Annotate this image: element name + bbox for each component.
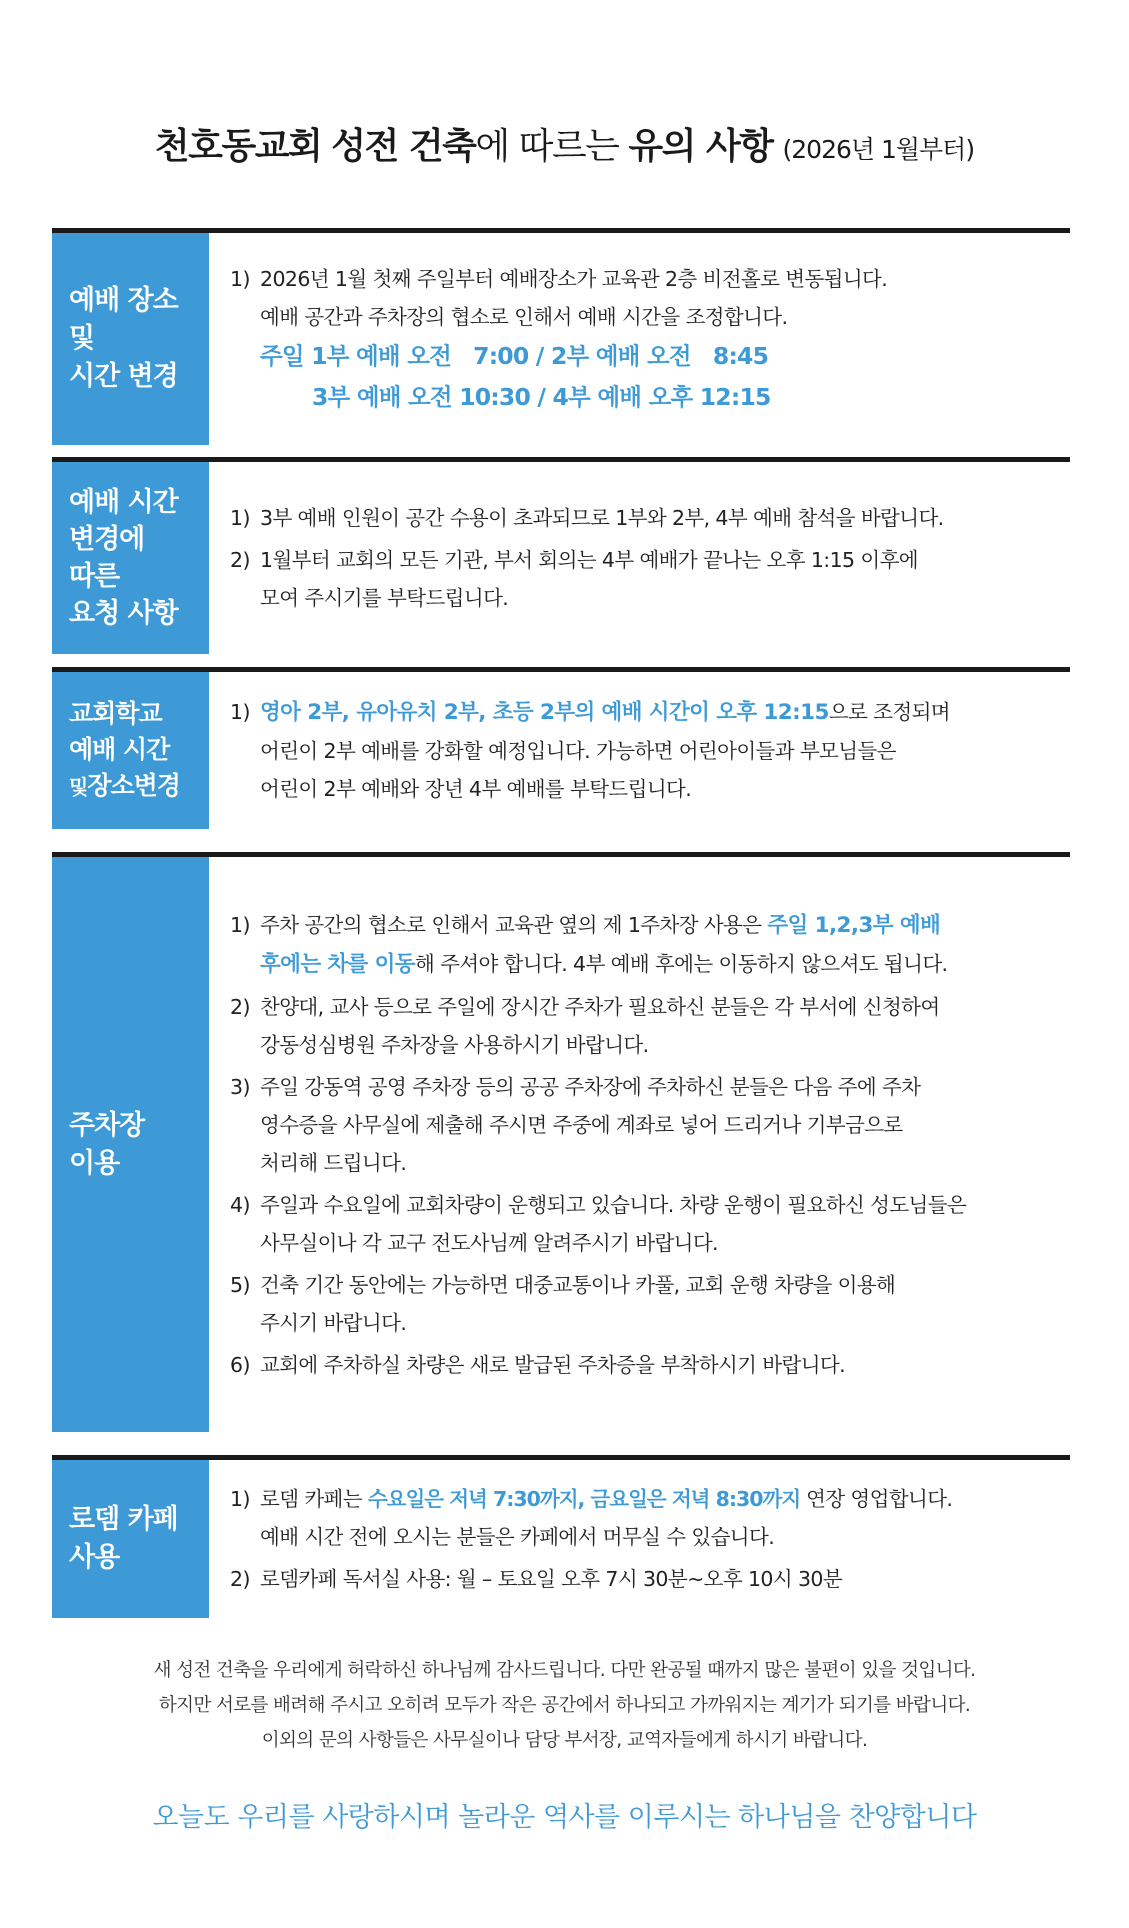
page-title — [0, 118, 1129, 169]
title-mid: 에 따르는 — [475, 126, 619, 167]
item-text — [260, 945, 1070, 984]
item-number: 2) — [230, 1567, 250, 1591]
item-number: 1) — [230, 267, 250, 291]
label-line: 로뎀 카페 — [69, 1504, 178, 1535]
item-number: 2) — [230, 548, 250, 572]
item-text-pre: 주차 공간의 협소로 인해서 교육관 옆의 제 1주차장 사용은 — [260, 912, 768, 937]
list-item — [230, 693, 1070, 808]
label-line: 변경에 — [69, 524, 145, 555]
item-text: 로뎀카페 독서실 사용: 월 – 토요일 오후 7시 30분~오후 10시 30분 — [260, 1567, 843, 1591]
item-number: 3) — [230, 1074, 250, 1099]
footer-line: 하지만 서로를 배려해 주시고 오히려 모두가 작은 공간에서 하나되고 가까워지는 계기가 되기를 바랍니다. — [158, 1695, 971, 1716]
item-number: 6) — [230, 1352, 250, 1377]
item-text-rest: 으로 조정되며 — [828, 700, 950, 724]
title-date: (2026년 1월부터) — [782, 135, 975, 164]
label-line — [69, 768, 209, 805]
service-times-line: 주일 1부 예배 오전 7:00 / 2부 예배 오전 8:45 — [260, 342, 769, 370]
closing-message: 오늘도 우리를 사랑하시며 놀라운 역사를 이루시는 하나님을 찬양합니다 — [152, 1802, 977, 1833]
item-text: 주시기 바랍니다. — [260, 1310, 407, 1335]
item-text: 사무실이나 각 교구 전도사님께 알려주시기 바랍니다. — [260, 1230, 718, 1255]
label-line: 예배 시간 — [69, 735, 170, 764]
label-line: 주차장 — [69, 1109, 145, 1141]
item-number: 1) — [230, 506, 250, 530]
item-text: 2026년 1월 첫째 주일부터 예배장소가 교육관 2층 비전홀로 변동됩니다. — [260, 267, 888, 291]
section-church-school — [52, 667, 1070, 829]
service-times-line: 3부 예배 오전 10:30 / 4부 예배 오후 12:15 — [312, 383, 771, 411]
section-label — [52, 233, 209, 445]
list-item — [230, 499, 1070, 537]
item-text: 교회에 주차하실 차량은 새로 발급된 주차증을 부착하시기 바랍니다. — [260, 1352, 846, 1377]
label-line: 요청 사항 — [69, 598, 178, 629]
section-content — [230, 462, 1070, 654]
section-content — [230, 672, 1070, 829]
item-text: 처리해 드립니다. — [260, 1150, 407, 1175]
title-bold1: 성전 건축 — [331, 126, 476, 167]
item-text: 강동성심병원 주차장을 사용하시기 바랍니다. — [260, 1032, 649, 1057]
item-number: 1) — [230, 912, 250, 937]
item-text — [260, 1480, 1070, 1518]
list-item — [230, 1560, 1070, 1598]
item-text: 주일 강동역 공영 주차장 등의 공공 주차장에 주차하신 분들은 다음 주에 주차 — [260, 1074, 921, 1099]
item-text: 주일과 수요일에 교회차량이 운행되고 있습니다. 차량 운행이 필요하신 성도님들은 — [260, 1192, 967, 1217]
list-item — [230, 1480, 1070, 1556]
item-text: 모여 주시기를 부탁드립니다. — [260, 586, 509, 610]
item-text-rest: 연장 영업합니다. — [800, 1487, 953, 1511]
label-line: 및 — [69, 323, 95, 354]
list-item — [230, 1186, 1070, 1262]
item-text: 건축 기간 동안에는 가능하면 대중교통이나 카풀, 교회 운행 차량을 이용해 — [260, 1272, 896, 1297]
section-content — [230, 1460, 1070, 1618]
section-cafe — [52, 1455, 1070, 1618]
list-item — [230, 906, 1070, 984]
list-item — [230, 541, 1070, 617]
section-label — [52, 1460, 209, 1618]
list-item — [230, 1346, 1070, 1384]
item-number: 1) — [230, 700, 250, 724]
list-item — [230, 260, 1070, 336]
label-line: 시간 변경 — [69, 361, 178, 392]
item-text: 예배 공간과 주차장의 협소로 인해서 예배 시간을 조정합니다. — [260, 305, 788, 329]
item-text: 3부 예배 인원이 공간 수용이 초과되므로 1부와 2부, 4부 예배 참석을 바랍니다. — [260, 506, 944, 530]
item-text — [260, 906, 1070, 945]
list-item — [230, 1068, 1070, 1182]
label-last: 장소변경 — [87, 771, 180, 800]
item-number: 1) — [230, 1487, 250, 1511]
section-request — [52, 457, 1070, 654]
highlight-text: 영아 2부, 유아유치 2부, 초등 2부의 예배 시간이 오후 12:15 — [260, 700, 829, 725]
item-text: 영수증을 사무실에 제출해 주시면 주중에 계좌로 넣어 드리거나 기부금으로 — [260, 1112, 903, 1137]
item-text: 어린이 2부 예배와 장년 4부 예배를 부탁드립니다. — [260, 777, 692, 801]
label-small: 및 — [69, 775, 88, 799]
item-text: 예배 시간 전에 오시는 분들은 카페에서 머무실 수 있습니다. — [260, 1525, 775, 1549]
section-label — [52, 857, 209, 1432]
item-text: 1월부터 교회의 모든 기관, 부서 회의는 4부 예배가 끝나는 오후 1:15 이후에 — [260, 548, 918, 572]
item-text: 찬양대, 교사 등으로 주일에 장시간 주차가 필요하신 분들은 각 부서에 신청하여 — [260, 994, 940, 1019]
section-label — [52, 672, 209, 829]
list-item — [230, 1266, 1070, 1342]
label-line: 이용 — [69, 1147, 120, 1179]
section-worship-place — [52, 228, 1070, 445]
item-text: 어린이 2부 예배를 강화할 예정입니다. 가능하면 어린아이들과 부모님들은 — [260, 739, 896, 763]
highlight-text: 수요일은 저녁 7:30까지, 금요일은 저녁 8:30까지 — [367, 1487, 801, 1511]
item-number: 4) — [230, 1192, 250, 1217]
list-item — [230, 988, 1070, 1064]
section-parking — [52, 852, 1070, 1432]
title-bold2: 유의 사항 — [628, 126, 773, 167]
item-number: 2) — [230, 994, 250, 1019]
footer-line: 새 성전 건축을 우리에게 허락하신 하나님께 감사드립니다. 다만 완공될 때까지 많은 불편이 있을 것입니다. — [153, 1660, 976, 1681]
label-line: 예배 장소 — [69, 285, 178, 316]
section-content — [230, 233, 1070, 445]
item-text-rest: 해 주셔야 합니다. 4부 예배 후에는 이동하지 않으셔도 됩니다. — [414, 951, 948, 976]
label-line: 사용 — [69, 1542, 120, 1573]
section-label — [52, 462, 209, 654]
label-line: 따른 — [69, 561, 120, 592]
footer-line: 이외의 문의 사항들은 사무실이나 담당 부서장, 교역자들에게 하시기 바랍니다. — [261, 1730, 868, 1751]
highlight-text: 주일 1,2,3부 예배 — [767, 912, 941, 938]
section-content — [230, 857, 1070, 1432]
footer-note — [0, 1653, 1129, 1758]
item-text — [260, 693, 1070, 732]
item-text-pre: 로뎀 카페는 — [260, 1487, 368, 1511]
highlight-text: 후에는 차를 이동 — [260, 951, 415, 977]
label-line: 예배 시간 — [69, 487, 178, 518]
label-line: 교회학교 — [69, 699, 162, 728]
item-number: 5) — [230, 1272, 250, 1297]
title-church: 천호동교회 — [154, 126, 322, 167]
